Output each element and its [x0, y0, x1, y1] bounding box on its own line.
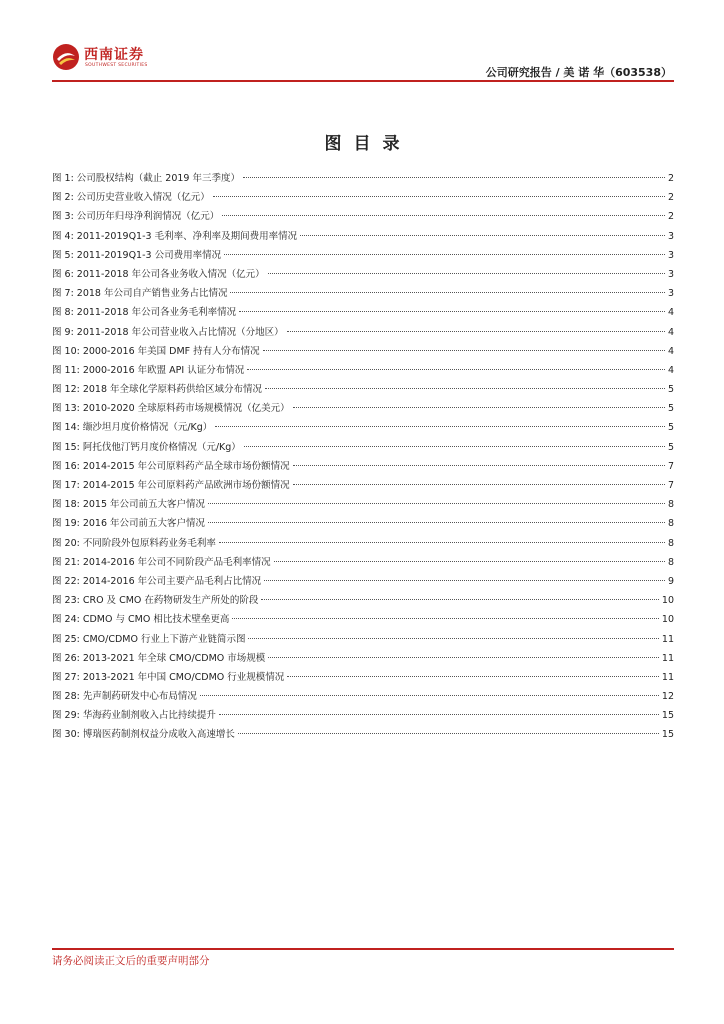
toc-entry-page[interactable]: 4	[667, 345, 674, 357]
toc-entry-page[interactable]: 3	[667, 288, 674, 300]
toc-entry-label[interactable]: 图 13: 2010-2020 全球原料药市场规模情况（亿美元）	[52, 403, 290, 415]
toc-dot-leader	[239, 311, 665, 312]
toc-entry[interactable]	[52, 668, 674, 687]
toc-dot-leader	[243, 177, 665, 178]
toc-entry[interactable]	[52, 495, 674, 514]
toc-entry[interactable]	[52, 514, 674, 533]
toc-entry-page[interactable]: 7	[667, 460, 674, 472]
toc-entry[interactable]	[52, 649, 674, 668]
toc-entry-label[interactable]: 图 18: 2015 年公司前五大客户情况	[52, 499, 206, 511]
toc-entry-label[interactable]: 图 30: 博瑞医药制剂权益分成收入高速增长	[52, 729, 235, 741]
logo-mark-icon	[52, 43, 80, 71]
toc-entry-label[interactable]: 图 11: 2000-2016 年欧盟 API 认证分布情况	[52, 364, 245, 376]
toc-entry-label[interactable]: 图 28: 先声制药研发中心布局情况	[52, 691, 197, 703]
toc-entry-page[interactable]: 5	[667, 403, 674, 415]
toc-entry-page[interactable]: 10	[661, 614, 674, 626]
toc-dot-leader	[264, 580, 665, 581]
report-title: 公司研究报告 / 美 诺 华（603538）	[485, 66, 672, 79]
toc-entry[interactable]	[52, 303, 674, 322]
toc-entry-label[interactable]: 图 10: 2000-2016 年美国 DMF 持有人分布情况	[52, 345, 260, 357]
toc-entry[interactable]	[52, 246, 674, 265]
toc-entry[interactable]	[52, 207, 674, 226]
toc-entry-label[interactable]: 图 14: 缬沙坦月度价格情况（元/Kg）	[52, 422, 213, 434]
toc-dot-leader	[287, 676, 659, 677]
toc-dot-leader	[224, 254, 665, 255]
toc-dot-leader	[215, 426, 665, 427]
toc-entry-label[interactable]: 图 6: 2011-2018 年公司各业务收入情况（亿元）	[52, 268, 265, 280]
toc-entry[interactable]	[52, 476, 674, 495]
toc-entry[interactable]	[52, 265, 674, 284]
toc-entry[interactable]	[52, 457, 674, 476]
toc-entry-page[interactable]: 5	[667, 441, 674, 453]
toc-entry[interactable]	[52, 630, 674, 649]
toc-entry[interactable]	[52, 591, 674, 610]
toc-entry[interactable]	[52, 706, 674, 725]
toc-entry-label[interactable]: 图 22: 2014-2016 年公司主要产品毛利占比情况	[52, 575, 262, 587]
toc-dot-leader	[268, 273, 665, 274]
toc-entry[interactable]	[52, 418, 674, 437]
toc-entry-label[interactable]: 图 4: 2011-2019Q1-3 毛利率、净利率及期间费用率情况	[52, 230, 298, 242]
toc-entry-label[interactable]: 图 24: CDMO 与 CMO 相比技术壁垒更高	[52, 614, 230, 626]
toc-entry-page[interactable]: 8	[667, 537, 674, 549]
toc-entry-page[interactable]: 15	[661, 710, 674, 722]
toc-entry-page[interactable]: 9	[667, 575, 674, 587]
toc-entry-page[interactable]: 15	[661, 729, 674, 741]
toc-dot-leader	[247, 369, 665, 370]
toc-entry-page[interactable]: 2	[667, 192, 674, 204]
toc-entry[interactable]	[52, 438, 674, 457]
toc-entry-label[interactable]: 图 15: 阿托伐他汀钙月度价格情况（元/Kg）	[52, 441, 241, 453]
toc-dot-leader	[274, 561, 665, 562]
toc-entry-page[interactable]: 2	[667, 173, 674, 184]
toc-dot-leader	[300, 235, 665, 236]
toc-entry-page[interactable]: 3	[667, 230, 674, 242]
toc-dot-leader	[265, 388, 665, 389]
toc-entry-page[interactable]: 2	[667, 211, 674, 223]
toc-entry-page[interactable]: 5	[667, 422, 674, 434]
toc-entry-label[interactable]: 图 12: 2018 年全球化学原料药供给区域分布情况	[52, 384, 263, 396]
toc-dot-leader	[208, 503, 665, 504]
toc-entry-label[interactable]: 图 19: 2016 年公司前五大客户情况	[52, 518, 206, 530]
toc-entry[interactable]	[52, 361, 674, 380]
toc-entry-page[interactable]: 12	[661, 691, 674, 703]
toc-entry-page[interactable]: 11	[661, 633, 674, 645]
logo-chinese-name: 西南证券	[84, 47, 144, 63]
toc-entry-page[interactable]: 4	[667, 307, 674, 319]
page-header	[52, 38, 674, 80]
toc-dot-leader	[238, 733, 659, 734]
toc-entry-label[interactable]: 图 8: 2011-2018 年公司各业务毛利率情况	[52, 307, 237, 319]
toc-entry-page[interactable]: 4	[667, 364, 674, 376]
toc-dot-leader	[248, 638, 658, 639]
toc-entry-label[interactable]: 图 20: 不同阶段外包原料药业务毛利率	[52, 537, 216, 549]
toc-entry[interactable]	[52, 323, 674, 342]
toc-entry[interactable]	[52, 342, 674, 361]
toc-entry[interactable]	[52, 687, 674, 706]
toc-entry-label[interactable]: 图 5: 2011-2019Q1-3 公司费用率情况	[52, 249, 222, 261]
toc-entry[interactable]	[52, 188, 674, 207]
toc-entry-label[interactable]: 图 27: 2013-2021 年中国 CMO/CDMO 行业规模情况	[52, 671, 285, 683]
toc-entry-label[interactable]: 图 26: 2013-2021 年全球 CMO/CDMO 市场规模	[52, 652, 266, 664]
toc-entry-label[interactable]: 图 25: CMO/CDMO 行业上下游产业链简示图	[52, 633, 246, 645]
toc-dot-leader	[230, 292, 664, 293]
toc-entry-page[interactable]: 4	[667, 326, 674, 338]
toc-entry[interactable]	[52, 725, 674, 744]
toc-entry-label[interactable]: 图 9: 2011-2018 年公司营业收入占比情况（分地区）	[52, 326, 284, 338]
footer-notice: 请务必阅读正文后的重要声明部分	[52, 955, 210, 967]
toc-entry-page[interactable]: 5	[667, 384, 674, 396]
header-divider	[52, 80, 674, 82]
company-logo	[52, 38, 162, 76]
toc-entry[interactable]	[52, 284, 674, 303]
toc-entry-page[interactable]: 11	[661, 671, 674, 683]
toc-dot-leader	[219, 542, 665, 543]
toc-dot-leader	[293, 484, 665, 485]
toc-dot-leader	[213, 196, 665, 197]
toc-entry[interactable]	[52, 169, 674, 188]
toc-entry-page[interactable]: 8	[667, 518, 674, 530]
toc-dot-leader	[200, 695, 659, 696]
toc-entry-page[interactable]: 7	[667, 480, 674, 491]
toc-entry-label[interactable]: 图 23: CRO 及 CMO 在药物研发生产所处的阶段	[52, 595, 259, 607]
toc-entry[interactable]	[52, 227, 674, 246]
toc-entry-page[interactable]: 8	[667, 499, 674, 511]
toc-entry-page[interactable]: 10	[661, 595, 674, 607]
toc-dot-leader	[261, 599, 658, 600]
toc-dot-leader	[232, 618, 659, 619]
logo-english-name: SOUTHWEST SECURITIES	[85, 63, 148, 68]
toc-dot-leader	[293, 407, 665, 408]
toc-dot-leader	[222, 215, 665, 216]
toc-entry[interactable]	[52, 610, 674, 629]
toc-entry-page[interactable]: 3	[667, 268, 674, 280]
toc-entry[interactable]	[52, 399, 674, 418]
toc-entry[interactable]	[52, 534, 674, 553]
toc-entry-label[interactable]: 图 1: 公司股权结构（截止 2019 年三季度）	[52, 173, 241, 184]
figure-table-of-contents	[52, 169, 674, 745]
toc-entry-label[interactable]: 图 29: 华海药业制剂收入占比持续提升	[52, 710, 216, 722]
toc-entry-label[interactable]: 图 17: 2014-2015 年公司原料药产品欧洲市场份额情况	[52, 480, 290, 491]
toc-entry-page[interactable]: 11	[661, 652, 674, 664]
toc-entry-page[interactable]: 8	[667, 556, 674, 568]
toc-dot-leader	[244, 446, 665, 447]
toc-entry[interactable]	[52, 572, 674, 591]
toc-entry[interactable]	[52, 553, 674, 572]
footer-divider	[52, 948, 674, 950]
toc-entry-label[interactable]: 图 2: 公司历史营业收入情况（亿元）	[52, 192, 210, 204]
toc-dot-leader	[293, 465, 665, 466]
toc-entry-label[interactable]: 图 3: 公司历年归母净利润情况（亿元）	[52, 211, 220, 223]
toc-dot-leader	[268, 657, 659, 658]
toc-entry-label[interactable]: 图 16: 2014-2015 年公司原料药产品全球市场份额情况	[52, 460, 290, 472]
toc-entry[interactable]	[52, 380, 674, 399]
toc-dot-leader	[219, 714, 659, 715]
toc-entry-label[interactable]: 图 7: 2018 年公司自产销售业务占比情况	[52, 288, 228, 300]
page-heading: 图目录	[324, 134, 412, 154]
toc-dot-leader	[263, 350, 665, 351]
toc-entry-page[interactable]: 3	[667, 249, 674, 261]
toc-entry-label[interactable]: 图 21: 2014-2016 年公司不同阶段产品毛利率情况	[52, 556, 271, 568]
toc-dot-leader	[208, 522, 665, 523]
toc-dot-leader	[287, 331, 665, 332]
